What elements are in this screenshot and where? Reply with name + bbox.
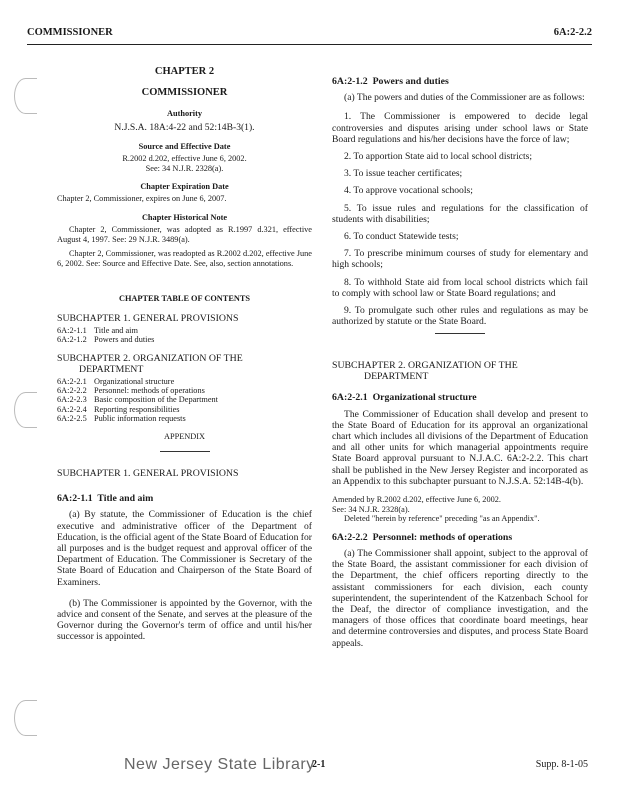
duty-item: 2. To apportion State aid to local school districts; — [344, 151, 533, 163]
toc-entry-title: Reporting responsibilities — [94, 404, 180, 414]
left-column — [57, 66, 312, 643]
supplement-date: Supp. 8-1-05 — [535, 759, 588, 770]
chapter-name: COMMISSIONER — [141, 87, 228, 99]
toc-entry-title: Public information requests — [94, 414, 186, 424]
binder-hole-mark — [14, 392, 37, 428]
duty-item: 9. To promulgate such other rules and regulations as may be authorized by statute or the State Board. — [332, 305, 588, 328]
toc-entry — [57, 326, 312, 335]
header-rule — [27, 44, 592, 45]
toc-entry-title: Personnel: methods of operations — [94, 386, 205, 395]
divider — [160, 451, 210, 452]
history-heading: Chapter Historical Note — [141, 213, 228, 222]
duty-item: 4. To approve vocational schools; — [344, 185, 473, 197]
amendment-note: Amended by R.2002 d.202, effective June 6, 2002. — [332, 495, 501, 505]
divider — [435, 333, 485, 334]
section-title: Powers and duties — [372, 76, 449, 87]
binder-hole-mark — [14, 78, 37, 114]
source-line: R.2002 d.202, effective June 6, 2002. — [122, 154, 247, 164]
toc-entry — [57, 377, 312, 386]
toc-entry-number: 6A:2-2.1 — [57, 376, 87, 386]
toc-entry-number: 6A:2-1.2 — [57, 335, 87, 345]
section-title: Title and aim — [97, 493, 154, 505]
section-heading — [332, 392, 588, 403]
toc-entry — [57, 395, 312, 404]
section-paragraph: (a) By statute, the Commissioner of Education is the chief executive and administrative officer of the Department of Education, is the official agent of the State Board of Education for all purposes and is the budget request and approval officer of the Department of Education. The Commissioner is Secretary of the State Board of Education and Chairperson of the State Board of Examiners. — [57, 509, 312, 588]
duty-item: 8. To withhold State aid from local school districts which fail to comply with school law or State Board regulations; and — [332, 276, 588, 299]
section-paragraph: (b) The Commissioner is appointed by the Governor, with the advice and consent of the Senate, and serves at the pleasure of the Governor during the Governor's term of office and until his/her successor is appointed. — [57, 597, 312, 643]
header-chapter-title: COMMISSIONER — [27, 27, 113, 38]
duty-item: 1. The Commissioner is empowered to decide legal controversies and disputes arising under school laws or State Board regulations and his/her decisions have the force of law; — [332, 111, 588, 145]
section-number: 6A:2-1.1 — [57, 493, 93, 505]
authority-heading: Authority — [166, 109, 203, 119]
toc-entry-number: 6A:2-2.3 — [57, 395, 87, 405]
expiration-text: Chapter 2, Commissioner, expires on June 6, 2007. — [57, 194, 227, 204]
section-paragraph: (a) The powers and duties of the Commissioner are as follows: — [344, 92, 585, 104]
header-section-number: 6A:2-2.2 — [553, 27, 592, 38]
section-paragraph: (a) The Commissioner shall appoint, subject to the approval of the State Board, the assistant commissioner for each division of the Department, the chief officers reporting directly to the assistant commissioners for each division, each county superintendent, the superintendent of the Katzenbach School for the Deaf, the director of compliance investigation, and the managers of those offices that coordinate board meetings, hear and determine controversies and disputes, and process State Board appeals. — [332, 548, 588, 649]
running-header — [27, 27, 592, 43]
authority-text: N.J.S.A. 18A:4-22 and 52:14B-3(1). — [114, 121, 255, 133]
section-number: 6A:2-2.1 — [332, 392, 368, 404]
toc-entry-title: Organizational structure — [94, 376, 175, 386]
toc-heading: CHAPTER TABLE OF CONTENTS — [118, 293, 250, 303]
amendment-note: See: 34 N.J.R. 2328(a). — [332, 504, 410, 514]
source-line: See: 34 N.J.R. 2328(a). — [145, 163, 224, 173]
toc-entry-number: 6A:2-2.4 — [57, 404, 87, 414]
chapter-label: CHAPTER 2 — [154, 66, 215, 77]
section-number: 6A:2-2.2 — [332, 531, 368, 543]
toc-subchapter-title: DEPARTMENT — [79, 363, 144, 375]
toc-entry-number: 6A:2-2.5 — [57, 414, 87, 424]
toc-subchapter-title: SUBCHAPTER 2. ORGANIZATION OF THE — [57, 352, 243, 364]
duty-item: 5. To issue rules and regulations for the classification of students with disabilities; — [332, 202, 588, 225]
right-column — [332, 76, 588, 649]
section-title: Personnel: methods of operations — [372, 531, 513, 543]
toc-entry-number: 6A:2-1.1 — [57, 325, 87, 335]
subchapter-title: DEPARTMENT — [364, 371, 429, 383]
duty-item: 7. To prescribe minimum courses of study for elementary and high schools; — [332, 248, 588, 271]
history-paragraph: Chapter 2, Commissioner, was adopted as R.1997 d.321, effective August 4, 1997. See: 29 N.J.R. 3489(a). — [57, 225, 312, 244]
toc-entry-title: Powers and duties — [94, 335, 155, 345]
section-heading — [57, 493, 312, 504]
section-heading — [332, 532, 588, 543]
duty-item: 6. To conduct Statewide tests; — [344, 231, 459, 243]
duties-list — [332, 111, 588, 327]
subchapter-title: SUBCHAPTER 2. ORGANIZATION OF THE — [332, 360, 518, 372]
history-paragraph: Chapter 2, Commissioner, was readopted as R.2002 d.202, effective June 6, 2002. See: Source and Effective Date. See, also, section annotations. — [57, 249, 312, 268]
toc-entry-number: 6A:2-2.2 — [57, 386, 87, 395]
duty-item: 3. To issue teacher certificates; — [344, 168, 463, 180]
toc-entry — [57, 414, 312, 423]
toc-list — [57, 377, 312, 424]
toc-subchapter-title: SUBCHAPTER 1. GENERAL PROVISIONS — [57, 312, 239, 324]
library-stamp: New Jersey State Library — [124, 756, 315, 773]
toc-entry — [57, 405, 312, 414]
subchapter-title: SUBCHAPTER 1. GENERAL PROVISIONS — [57, 468, 239, 480]
section-paragraph: The Commissioner of Education shall develop and present to the State Board of Education for its approval an organizational chart which includes all divisions of the Department of Education and all other units for which managerial appointments require State Board approval pursuant to N.J.A.C. 6A:2-2.2. This chart shall be published in the New Jersey Register and incorporated as an Appendix to this subchapter pursuant to N.J.S.A. 52:14B-4(b). — [332, 408, 588, 487]
section-number: 6A:2-1.2 — [332, 76, 368, 87]
toc-entry — [57, 335, 312, 344]
expiration-heading: Chapter Expiration Date — [140, 182, 229, 192]
toc-list — [57, 326, 312, 345]
section-title: Organizational structure — [372, 392, 477, 404]
amendment-note: Deleted "herein by reference" preceding "as an Appendix". — [344, 514, 540, 524]
toc-entry — [57, 386, 312, 395]
toc-appendix: APPENDIX — [163, 431, 206, 441]
toc-entry-title: Basic composition of the Department — [94, 395, 218, 405]
toc-entry-title: Title and aim — [94, 325, 138, 335]
source-heading: Source and Effective Date — [138, 141, 231, 151]
binder-hole-mark — [14, 700, 37, 736]
section-heading — [332, 76, 588, 87]
page-number: 2-1 — [312, 759, 326, 770]
